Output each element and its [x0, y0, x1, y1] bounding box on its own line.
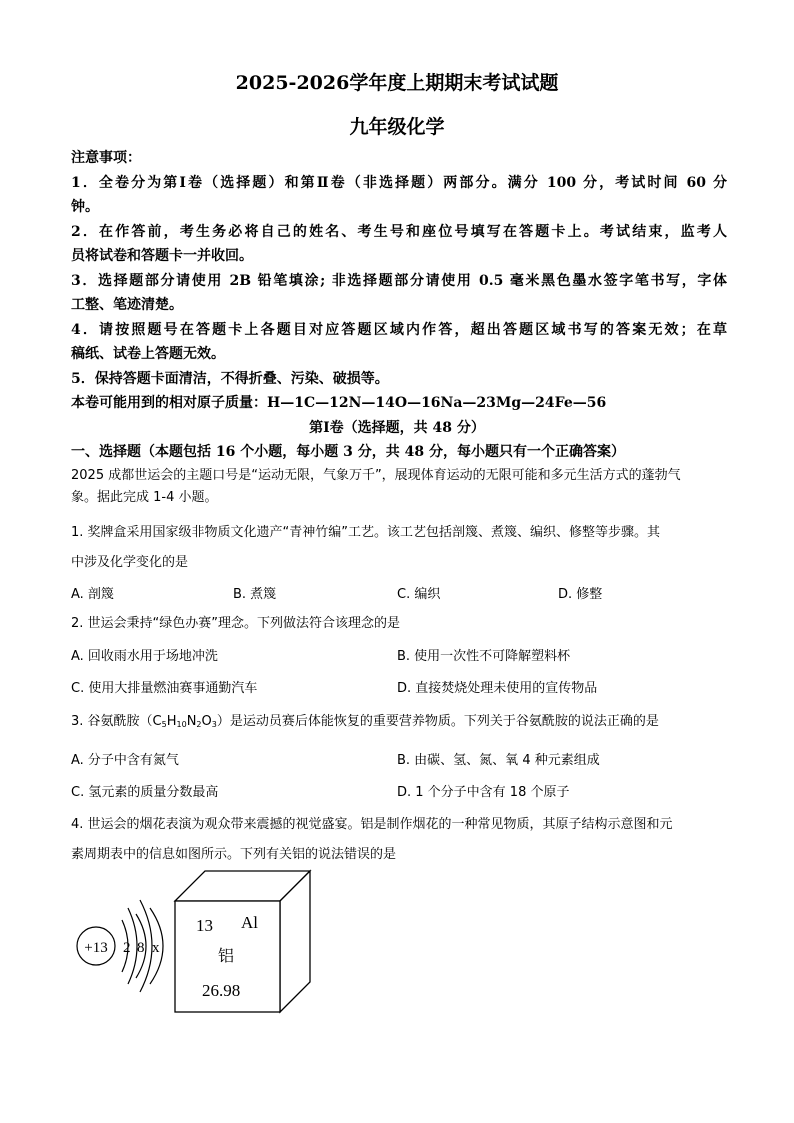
formula-o: O [201, 714, 212, 729]
shell-3-count: x [152, 940, 160, 956]
note-3-line-1: 3．选择题部分请使用 2B 铅笔填涂; 非选择题部分请使用 0.5 毫米黑色墨水签字笔书写，字体 [71, 272, 727, 289]
q2-stem: 2. 世运会秉持“绿色办赛”理念。下列做法符合该理念的是 [71, 616, 401, 631]
notes-heading: 注意事项： [71, 150, 141, 166]
q2-option-c: C. 使用大排量燃油赛事通勤汽车 [71, 681, 258, 696]
q1-option-a: A. 剖篾 [71, 587, 114, 602]
q2-option-d: D. 直接焚烧处理未使用的宣传物品 [397, 681, 598, 696]
note-5: 5．保持答题卡面清洁，不得折叠、污染、破损等。 [71, 370, 389, 387]
note-2-line-2: 员将试卷和答题卡一并收回。 [71, 248, 253, 264]
q1-option-b: B. 煮篾 [233, 587, 277, 602]
formula-o-count: 3 [211, 720, 217, 729]
q1-line-2: 中涉及化学变化的是 [71, 555, 189, 570]
question-1 [71, 518, 727, 578]
intro-paragraph [71, 465, 727, 509]
exam-title: 2025-2026学年度上期期末考试试题 [235, 72, 559, 94]
q3-stem [71, 711, 727, 736]
note-3-line-2: 工整、笔迹清楚。 [71, 297, 183, 313]
formula-h: H [166, 714, 177, 729]
note-2-line-1: 2．在作答前，考生务必将自己的姓名、考生号和座位号填写在答题卡上。考试结束，监考人 [71, 223, 727, 240]
q1-option-d: D. 修整 [558, 587, 603, 602]
q3-option-a: A. 分子中含有氮气 [71, 753, 179, 768]
atomic-mass-line: 本卷可能用到的相对原子质量：H—1C—12N—14O—16Na—23Mg—24Fe—56 [71, 395, 607, 411]
atomic-structure-diagram [77, 900, 163, 992]
q3-options-row-1 [71, 749, 727, 771]
q2-option-a: A. 回收雨水用于场地冲洗 [71, 649, 218, 664]
note-4-line-2: 稿纸、试卷上答题无效。 [71, 346, 225, 362]
formula-h-count: 10 [176, 720, 187, 729]
q3-stem-post: ）是运动员赛后体能恢复的重要营养物质。下列关于谷氨酰胺的说法正确的是 [216, 714, 659, 729]
q2-options-row-2 [71, 677, 727, 699]
formula-c: C [152, 714, 162, 729]
notes-block [71, 146, 727, 416]
question-3 [71, 711, 727, 736]
formula-c-count: 5 [161, 720, 167, 729]
note-4-line-1: 4．请按照题号在答题卡上各题目对应答题区域内作答，超出答题区域书写的答案无效；在草 [71, 321, 727, 338]
intro-line-2: 象。据此完成 1-4 小题。 [71, 490, 218, 505]
note-1-line-2: 钟。 [71, 199, 99, 215]
periodic-table-cell [175, 871, 310, 1012]
element-symbol: Al [241, 913, 258, 932]
q1-line-1: 1. 奖牌盒采用国家级非物质文化遗产“青神竹编”工艺。该工艺包括剖篾、煮篾、编织、修整等步骤。其 [71, 525, 661, 540]
aluminum-figure [60, 868, 320, 1018]
q4-line-2: 素周期表中的信息如图所示。下列有关铝的说法错误的是 [71, 847, 397, 862]
q3-options-row-2 [71, 781, 727, 803]
q4-line-1: 4. 世运会的烟花表演为观众带来震撼的视觉盛宴。铝是制作烟花的一种常见物质，其原子结构示意图和元 [71, 817, 673, 832]
intro-line-1: 2025 成都世运会的主题口号是“运动无限，气象万千”，展现体育运动的无限可能和多元生活方式的蓬勃气 [71, 468, 681, 483]
question-4 [71, 810, 727, 870]
q2-option-b: B. 使用一次性不可降解塑料杯 [397, 649, 571, 664]
element-name: 铝 [218, 946, 235, 965]
question-2 [71, 613, 727, 635]
shell-1-count: 2 [123, 940, 131, 956]
chemical-formula [153, 714, 217, 729]
formula-n: N [186, 714, 197, 729]
section-title: 第Ⅰ卷（选择题，共 48 分） [309, 420, 485, 436]
exam-subtitle: 九年级化学 [349, 116, 445, 138]
q3-option-d: D. 1 个分子中含有 18 个原子 [397, 785, 570, 800]
atomic-mass: 26.98 [202, 981, 241, 1000]
nucleus-charge: +13 [84, 940, 108, 956]
q3-option-b: B. 由碳、氢、氮、氧 4 种元素组成 [397, 753, 600, 768]
q1-option-c: C. 编织 [397, 587, 441, 602]
part-heading: 一、选择题（本题包括 16 个小题，每小题 3 分，共 48 分，每小题只有一个正确答案） [71, 444, 625, 460]
q3-option-c: C. 氢元素的质量分数最高 [71, 785, 219, 800]
atomic-number: 13 [196, 916, 213, 935]
note-1-line-1: 1．全卷分为第Ⅰ卷（选择题）和第Ⅱ卷（非选择题）两部分。满分 100 分，考试时间 60 分 [71, 174, 727, 191]
formula-n-count: 2 [196, 720, 202, 729]
shell-2-count: 8 [137, 940, 145, 956]
q3-stem-pre: 3. 谷氨酰胺（ [71, 714, 153, 729]
q1-options [71, 583, 727, 605]
q2-options-row-1 [71, 645, 727, 667]
